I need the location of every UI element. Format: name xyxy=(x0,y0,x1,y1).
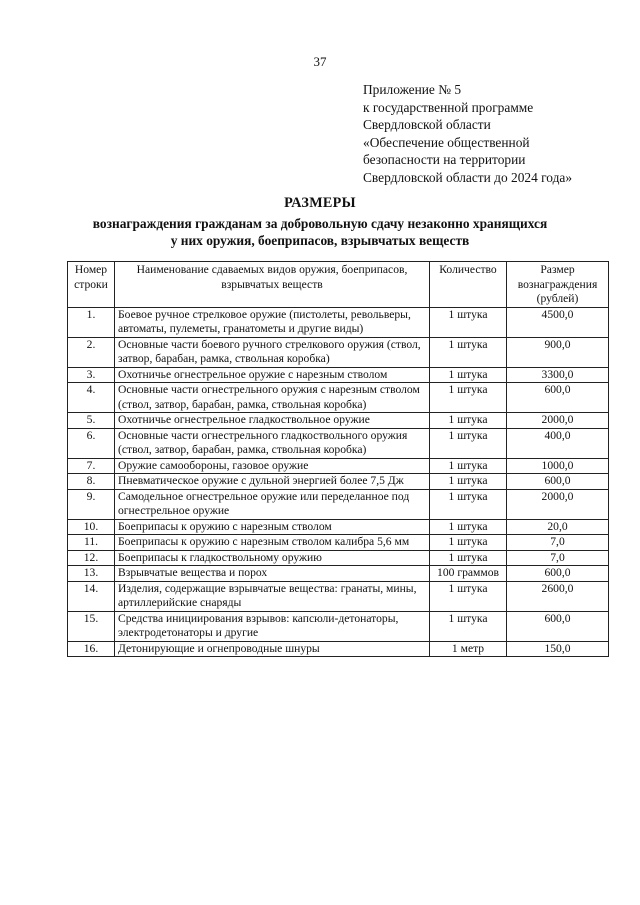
row-number: 9. xyxy=(68,489,115,519)
table-row xyxy=(68,641,609,657)
row-amount: 900,0 xyxy=(507,337,609,367)
appendix-line: Приложение № 5 xyxy=(363,82,462,97)
table-row xyxy=(68,413,609,429)
row-number: 11. xyxy=(68,535,115,551)
row-name: Самодельное огнестрельное оружие или переделанное под огнестрельное оружие xyxy=(115,489,430,519)
row-name: Боеприпасы к оружию с нарезным стволом калибра 5,6 мм xyxy=(115,535,430,551)
row-name: Изделия, содержащие взрывчатые вещества: гранаты, мины, артиллерийские снаряды xyxy=(115,581,430,611)
row-amount: 2600,0 xyxy=(507,581,609,611)
table-row xyxy=(68,383,609,413)
row-amount: 7,0 xyxy=(507,535,609,551)
table-row xyxy=(68,337,609,367)
row-quantity: 1 штука xyxy=(430,307,507,337)
row-number: 7. xyxy=(68,458,115,474)
row-quantity: 1 метр xyxy=(430,641,507,657)
table-row xyxy=(68,611,609,641)
row-name: Охотничье огнестрельное гладкоствольное оружие xyxy=(115,413,430,429)
row-amount: 600,0 xyxy=(507,611,609,641)
row-number: 10. xyxy=(68,519,115,535)
row-number: 2. xyxy=(68,337,115,367)
document-subtitle xyxy=(0,215,640,249)
row-number: 13. xyxy=(68,566,115,582)
table-body xyxy=(68,307,609,657)
row-quantity: 1 штука xyxy=(430,474,507,490)
row-quantity: 1 штука xyxy=(430,383,507,413)
row-quantity: 1 штука xyxy=(430,550,507,566)
row-amount: 600,0 xyxy=(507,383,609,413)
header-amount: Размер вознаграждения (рублей) xyxy=(507,262,609,308)
row-number: 5. xyxy=(68,413,115,429)
header-number: Номер строки xyxy=(68,262,115,308)
header-quantity: Количество xyxy=(430,262,507,308)
row-number: 1. xyxy=(68,307,115,337)
appendix-line: к государственной программе xyxy=(363,99,534,115)
row-quantity: 1 штука xyxy=(430,611,507,641)
row-name: Основные части огнестрельного гладкоствольного оружия (ствол, затвор, барабан, рамка, ствольная коробка) xyxy=(115,428,430,458)
row-amount: 600,0 xyxy=(507,566,609,582)
subtitle-line: у них оружия, боеприпасов, взрывчатых веществ xyxy=(170,233,470,248)
table-row xyxy=(68,458,609,474)
row-number: 8. xyxy=(68,474,115,490)
page-number: 37 xyxy=(313,54,327,69)
table-row xyxy=(68,550,609,566)
row-number: 4. xyxy=(68,383,115,413)
row-amount: 2000,0 xyxy=(507,413,609,429)
table-row xyxy=(68,566,609,582)
table-header-row xyxy=(68,262,609,308)
table-row xyxy=(68,581,609,611)
row-name: Основные части огнестрельного оружия с нарезным стволом (ствол, затвор, барабан, рамка, ствольная коробка) xyxy=(115,383,430,413)
row-name: Основные части боевого ручного стрелкового оружия (ствол, затвор, барабан, рамка, ствольная коробка) xyxy=(115,337,430,367)
row-quantity: 1 штука xyxy=(430,428,507,458)
row-quantity: 1 штука xyxy=(430,519,507,535)
row-quantity: 1 штука xyxy=(430,535,507,551)
row-number: 15. xyxy=(68,611,115,641)
appendix-line: «Обеспечение общественной xyxy=(363,134,530,150)
row-name: Средства инициирования взрывов: капсюли-детонаторы, электродетонаторы и другие xyxy=(115,611,430,641)
row-name: Пневматическое оружие с дульной энергией более 7,5 Дж xyxy=(115,474,430,490)
row-quantity: 1 штука xyxy=(430,489,507,519)
row-name: Охотничье огнестрельное оружие с нарезным стволом xyxy=(115,367,430,383)
row-name: Взрывчатые вещества и порох xyxy=(115,566,430,582)
header-name: Наименование сдаваемых видов оружия, боеприпасов, взрывчатых веществ xyxy=(115,262,430,308)
row-name: Оружие самообороны, газовое оружие xyxy=(115,458,430,474)
row-amount: 20,0 xyxy=(507,519,609,535)
rewards-table xyxy=(67,261,609,657)
row-name: Боеприпасы к оружию с нарезным стволом xyxy=(115,519,430,535)
table-row xyxy=(68,367,609,383)
table-row xyxy=(68,428,609,458)
row-quantity: 1 штука xyxy=(430,337,507,367)
row-number: 3. xyxy=(68,367,115,383)
appendix-line: безопасности на территории xyxy=(363,152,526,167)
table-row xyxy=(68,535,609,551)
appendix-header xyxy=(363,81,633,186)
row-amount: 3300,0 xyxy=(507,367,609,383)
appendix-line: Свердловской области до 2024 года» xyxy=(363,169,573,185)
row-quantity: 100 граммов xyxy=(430,566,507,582)
row-number: 6. xyxy=(68,428,115,458)
table-row xyxy=(68,489,609,519)
table-row xyxy=(68,307,609,337)
row-number: 14. xyxy=(68,581,115,611)
row-amount: 600,0 xyxy=(507,474,609,490)
row-name: Боеприпасы к гладкоствольному оружию xyxy=(115,550,430,566)
row-quantity: 1 штука xyxy=(430,458,507,474)
row-quantity: 1 штука xyxy=(430,581,507,611)
row-quantity: 1 штука xyxy=(430,367,507,383)
row-number: 16. xyxy=(68,641,115,657)
table-row xyxy=(68,474,609,490)
row-quantity: 1 штука xyxy=(430,413,507,429)
row-amount: 7,0 xyxy=(507,550,609,566)
row-number: 12. xyxy=(68,550,115,566)
appendix-line: Свердловской области xyxy=(363,117,491,132)
row-amount: 1000,0 xyxy=(507,458,609,474)
row-amount: 2000,0 xyxy=(507,489,609,519)
row-name: Боевое ручное стрелковое оружие (пистолеты, револьверы, автоматы, пулеметы, гранатометы и другие виды) xyxy=(115,307,430,337)
row-amount: 150,0 xyxy=(507,641,609,657)
row-name: Детонирующие и огнепроводные шнуры xyxy=(115,641,430,657)
row-amount: 400,0 xyxy=(507,428,609,458)
table-row xyxy=(68,519,609,535)
row-amount: 4500,0 xyxy=(507,307,609,337)
document-title: РАЗМЕРЫ xyxy=(284,195,356,211)
subtitle-line: вознаграждения гражданам за добровольную сдачу незаконно хранящихся xyxy=(92,216,548,231)
